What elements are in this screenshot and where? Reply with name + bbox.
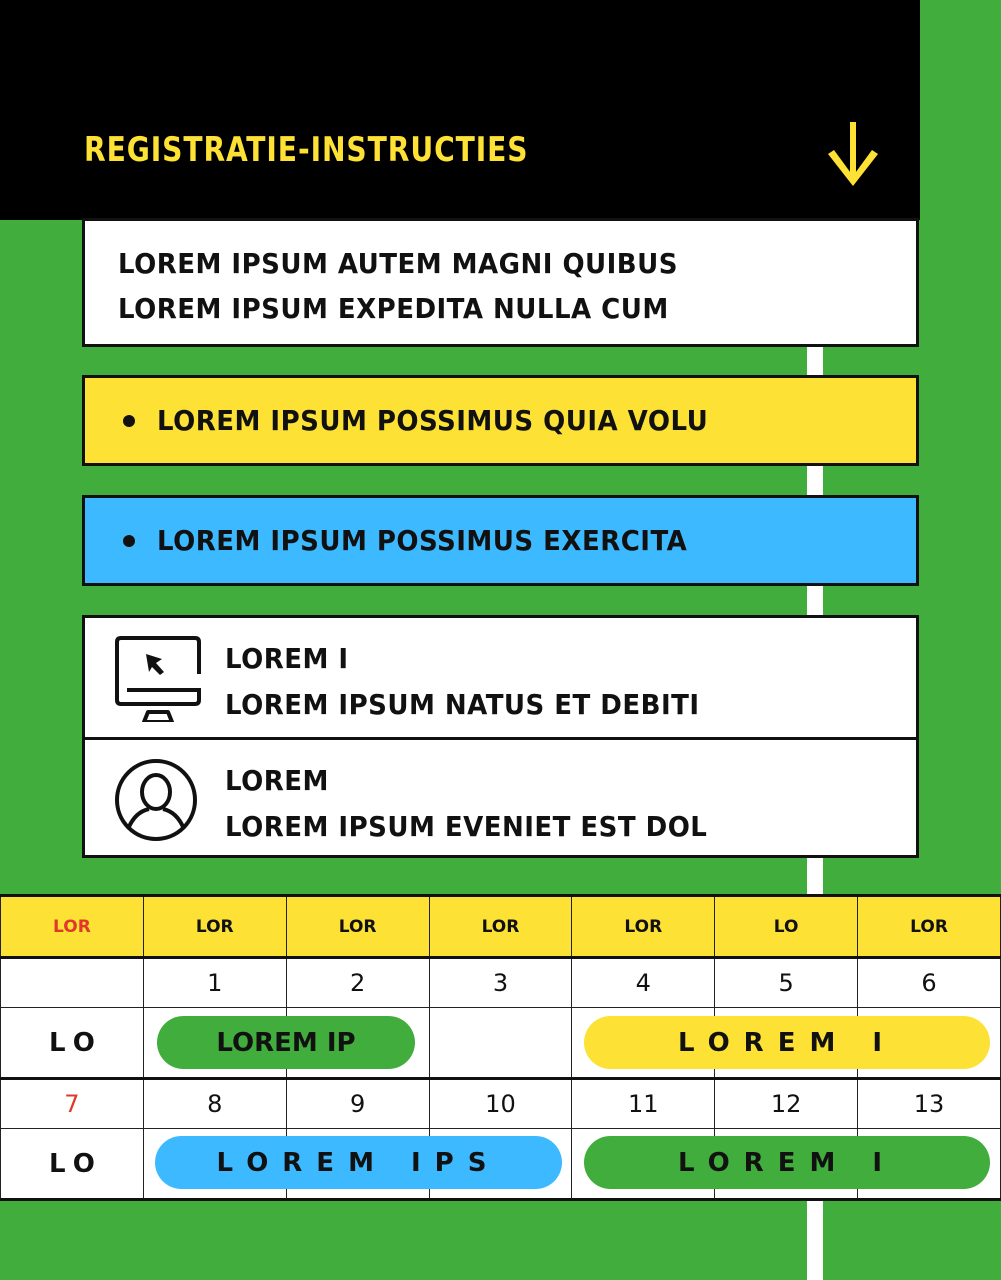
computer-cursor-icon [113, 632, 203, 722]
date-cell[interactable]: 12 [715, 1079, 858, 1129]
contact-row-user [85, 737, 916, 856]
date-cell[interactable]: 4 [572, 958, 715, 1008]
event-pill[interactable]: LOREM IP [157, 1016, 415, 1069]
weekday-header: LOR [143, 896, 286, 958]
bullet-text: LOREM IPSUM POSSIMUS QUIA VOLU [157, 404, 709, 437]
header-banner [0, 0, 920, 220]
contact-detail: LOREM IPSUM EVENIET EST DOL [225, 810, 708, 843]
event-pill[interactable]: LOREM I [584, 1016, 990, 1069]
date-cell[interactable]: 8 [143, 1079, 286, 1129]
contact-detail: LOREM IPSUM NATUS ET DEBITI [225, 688, 700, 721]
event-row-label: LO [1, 1129, 144, 1200]
intro-box [82, 218, 919, 347]
date-cell[interactable]: 10 [429, 1079, 572, 1129]
event-row-label: LO [1, 1008, 144, 1079]
weekday-header: LOR [572, 896, 715, 958]
calendar-date-row [1, 958, 1001, 1008]
weekday-header: LOR [1, 896, 144, 958]
date-cell[interactable]: 9 [286, 1079, 429, 1129]
bullet-dot-icon [123, 535, 135, 547]
event-pill[interactable]: LOREM IPS [155, 1136, 562, 1189]
intro-line: LOREM IPSUM EXPEDITA NULLA CUM [118, 292, 669, 325]
date-cell[interactable]: 13 [858, 1079, 1001, 1129]
bullet-dot-icon [123, 415, 135, 427]
bullet-text: LOREM IPSUM POSSIMUS EXERCITA [157, 524, 688, 557]
arrow-down-icon [826, 120, 880, 188]
weekday-header: LO [715, 896, 858, 958]
bullet-item-blue [82, 495, 919, 586]
contact-box [82, 615, 919, 858]
contact-text [225, 758, 744, 850]
bullet-item-yellow [82, 375, 919, 466]
calendar-date-row [1, 1079, 1001, 1129]
user-profile-icon [113, 756, 203, 846]
contact-text [225, 636, 735, 728]
date-cell[interactable]: 11 [572, 1079, 715, 1129]
date-cell[interactable]: 7 [1, 1079, 144, 1129]
date-cell[interactable]: 5 [715, 958, 858, 1008]
contact-row-computer [85, 618, 916, 737]
date-cell[interactable]: 6 [858, 958, 1001, 1008]
weekday-header: LOR [429, 896, 572, 958]
contact-title: LOREM I [225, 642, 349, 675]
date-cell[interactable]: 2 [286, 958, 429, 1008]
page-title: REGISTRATIE-INSTRUCTIES [84, 130, 529, 170]
date-cell[interactable] [1, 958, 144, 1008]
date-cell[interactable]: 1 [143, 958, 286, 1008]
weekday-header: LOR [286, 896, 429, 958]
contact-title: LOREM [225, 764, 329, 797]
calendar-header-row [1, 896, 1001, 958]
event-pill[interactable]: LOREM I [584, 1136, 990, 1189]
calendar [0, 894, 1001, 1201]
date-cell[interactable]: 3 [429, 958, 572, 1008]
intro-line: LOREM IPSUM AUTEM MAGNI QUIBUS [118, 247, 678, 280]
weekday-header: LOR [858, 896, 1001, 958]
